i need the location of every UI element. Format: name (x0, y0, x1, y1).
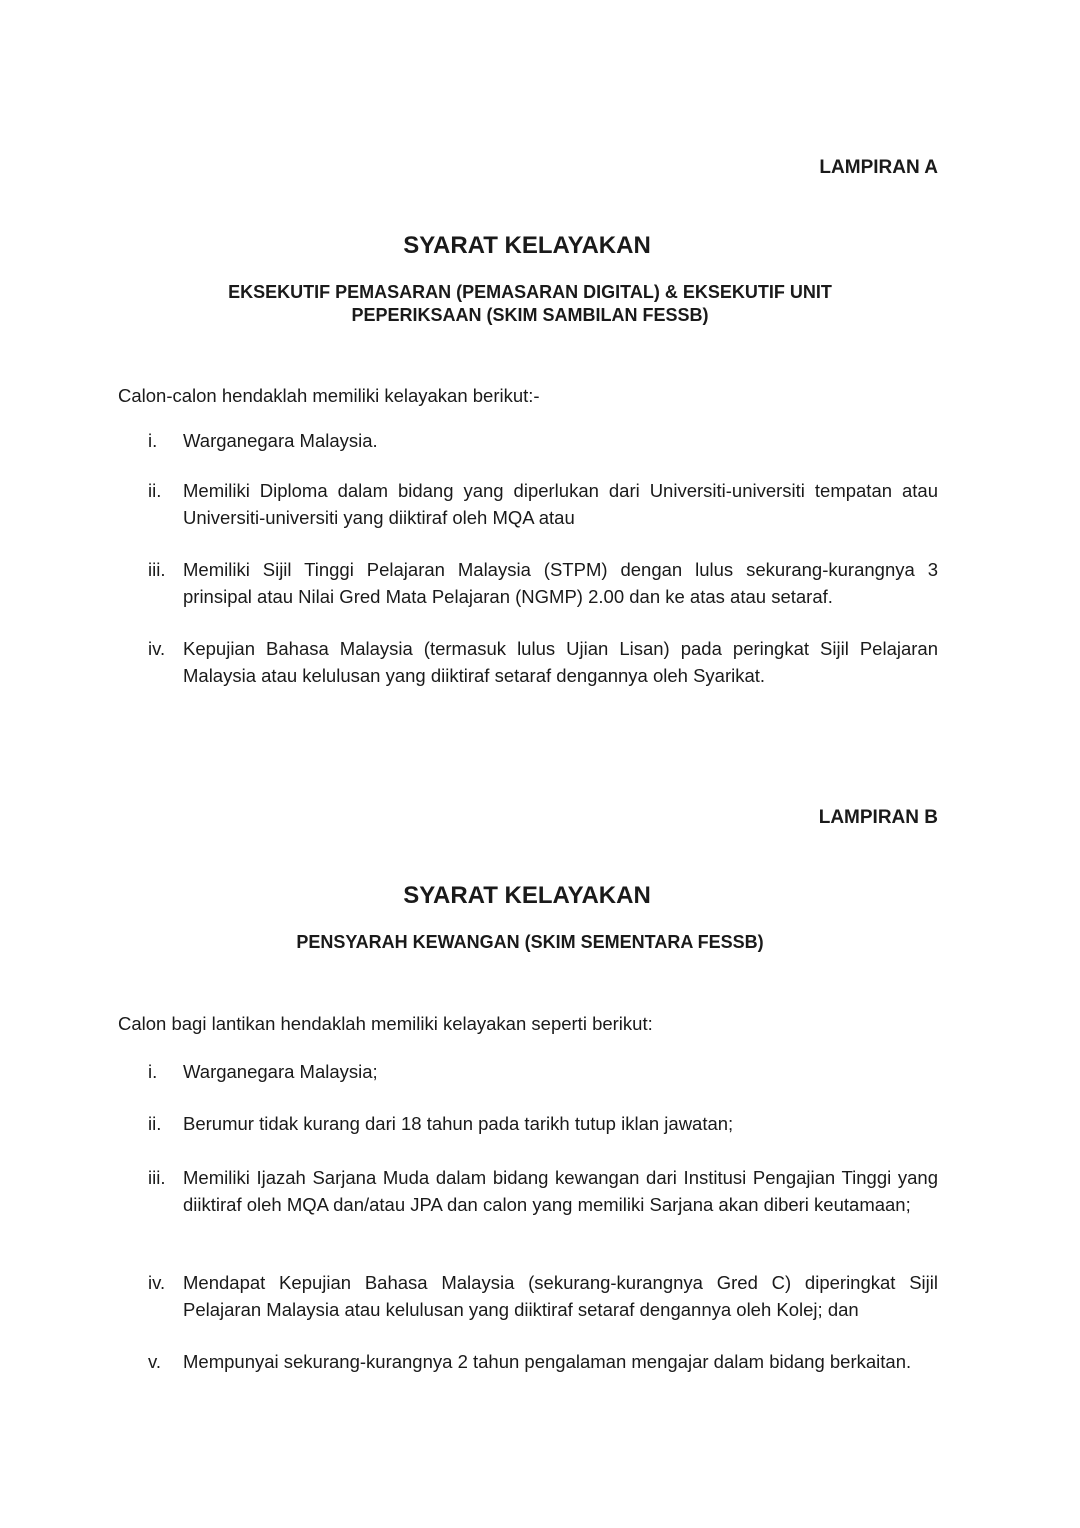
list-item-number: i. (148, 430, 158, 451)
list-item-number: iii. (148, 559, 166, 580)
list-item-text: Warganegara Malaysia; (183, 1061, 378, 1082)
lampiran-a-subtitle-line1: EKSEKUTIF PEMASARAN (PEMASARAN DIGITAL) & EKSEKUTIF UNIT (228, 282, 832, 302)
list-item-text: Mendapat Kepujian Bahasa Malaysia (sekurang-kurangnya Gred C) diperingkat Sijil Pelajaran Malaysia atau kelulusan yang diiktiraf setaraf dengannya oleh Kolej; dan (183, 1272, 938, 1320)
list-item-number: ii. (148, 480, 162, 501)
lampiran-a-intro: Calon-calon hendaklah memiliki kelayakan berikut:- (118, 385, 540, 406)
list-item-number: i. (148, 1061, 158, 1082)
list-item-number: iv. (148, 638, 166, 659)
list-item-number: iv. (148, 1272, 166, 1293)
list-item-text: Berumur tidak kurang dari 18 tahun pada tarikh tutup iklan jawatan; (183, 1113, 734, 1134)
lampiran-b-intro: Calon bagi lantikan hendaklah memiliki kelayakan seperti berikut: (118, 1013, 653, 1034)
lampiran-b-subtitle-line1: PENSYARAH KEWANGAN (SKIM SEMENTARA FESSB) (296, 932, 764, 952)
lampiran-a-title: SYARAT KELAYAKAN (403, 232, 651, 259)
lampiran-b-label: LAMPIRAN B (818, 807, 938, 828)
list-item-number: iii. (148, 1167, 166, 1188)
list-item-text: Kepujian Bahasa Malaysia (termasuk lulus Ujian Lisan) pada peringkat Sijil Pelajaran Malaysia atau kelulusan yang diiktiraf setaraf dengannya oleh Syarikat. (183, 638, 938, 686)
list-item-number: ii. (148, 1113, 162, 1134)
lampiran-b-title: SYARAT KELAYAKAN (403, 882, 651, 909)
lampiran-a-label: LAMPIRAN A (819, 157, 938, 178)
list-item-text: Warganegara Malaysia. (183, 430, 378, 451)
list-item-text: Memiliki Ijazah Sarjana Muda dalam bidang kewangan dari Institusi Pengajian Tinggi yang diiktiraf oleh MQA dan/atau JPA dan calon yang memiliki Sarjana akan diberi keutamaan; (183, 1167, 938, 1215)
list-item-text: Memiliki Diploma dalam bidang yang diperlukan dari Universiti-universiti tempatan atau Universiti-universiti yang diiktiraf oleh MQA atau (183, 480, 938, 528)
lampiran-a-subtitle-line2: PEPERIKSAAN (SKIM SAMBILAN FESSB) (351, 305, 709, 325)
list-item-text: Memiliki Sijil Tinggi Pelajaran Malaysia (STPM) dengan lulus sekurang-kurangnya 3 prinsipal atau Nilai Gred Mata Pelajaran (NGMP) 2.00 dan ke atas atau setaraf. (183, 559, 938, 607)
list-item-text: Mempunyai sekurang-kurangnya 2 tahun pengalaman mengajar dalam bidang berkaitan. (183, 1351, 912, 1372)
list-item-number: v. (148, 1351, 162, 1372)
